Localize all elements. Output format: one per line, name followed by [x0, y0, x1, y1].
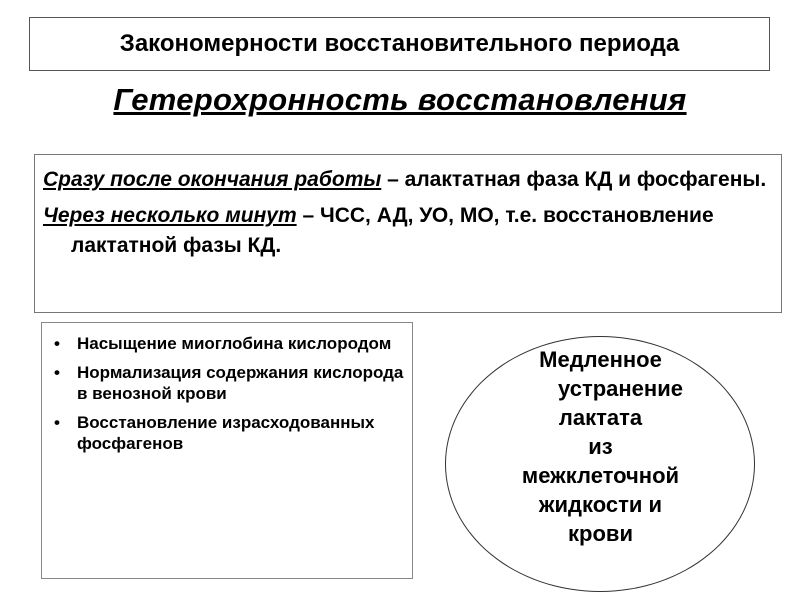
ellipse-line-7: крови — [568, 521, 633, 546]
list-item — [52, 412, 404, 454]
paragraph-2 — [43, 201, 771, 261]
ellipse-line-2: устранение — [558, 376, 683, 401]
paragraph-2-text: – ЧСС, АД, УО, МО, т.е. восстановление лактатной фазы КД. — [71, 204, 714, 257]
bullet-list-box — [41, 322, 413, 579]
bullet-list — [52, 333, 404, 454]
ellipse-text — [448, 345, 753, 548]
ellipse-line-5: межклеточной — [521, 463, 680, 488]
ellipse-line-3: лактата — [558, 405, 643, 430]
bullet-icon: • — [54, 334, 60, 353]
title-box — [29, 17, 770, 71]
list-item-text: Восстановление израсходованных фосфагенов — [77, 413, 375, 453]
main-text-box — [34, 154, 782, 313]
list-item — [52, 362, 404, 404]
list-item-text: Насыщение миоглобина кислородом — [77, 334, 392, 353]
bullet-icon: • — [54, 363, 60, 382]
paragraph-2-emphasis: Через несколько минут — [43, 204, 297, 227]
ellipse-line-4: из — [588, 434, 613, 459]
paragraph-1 — [43, 165, 771, 195]
paragraph-1-emphasis: Сразу после окончания работы — [43, 168, 382, 191]
paragraph-1-text: – алактатная фаза КД и фосфагены. — [381, 168, 767, 191]
ellipse-line-6: жидкости и — [538, 492, 663, 517]
bullet-icon: • — [54, 413, 60, 432]
list-item-text: Нормализация содержания кислорода в венозной крови — [77, 363, 404, 403]
subtitle: Гетерохронность восстановления — [113, 82, 687, 117]
page-title: Закономерности восстановительного периода — [119, 30, 680, 57]
list-item — [52, 333, 404, 354]
ellipse-line-1: Медленное — [539, 347, 662, 372]
